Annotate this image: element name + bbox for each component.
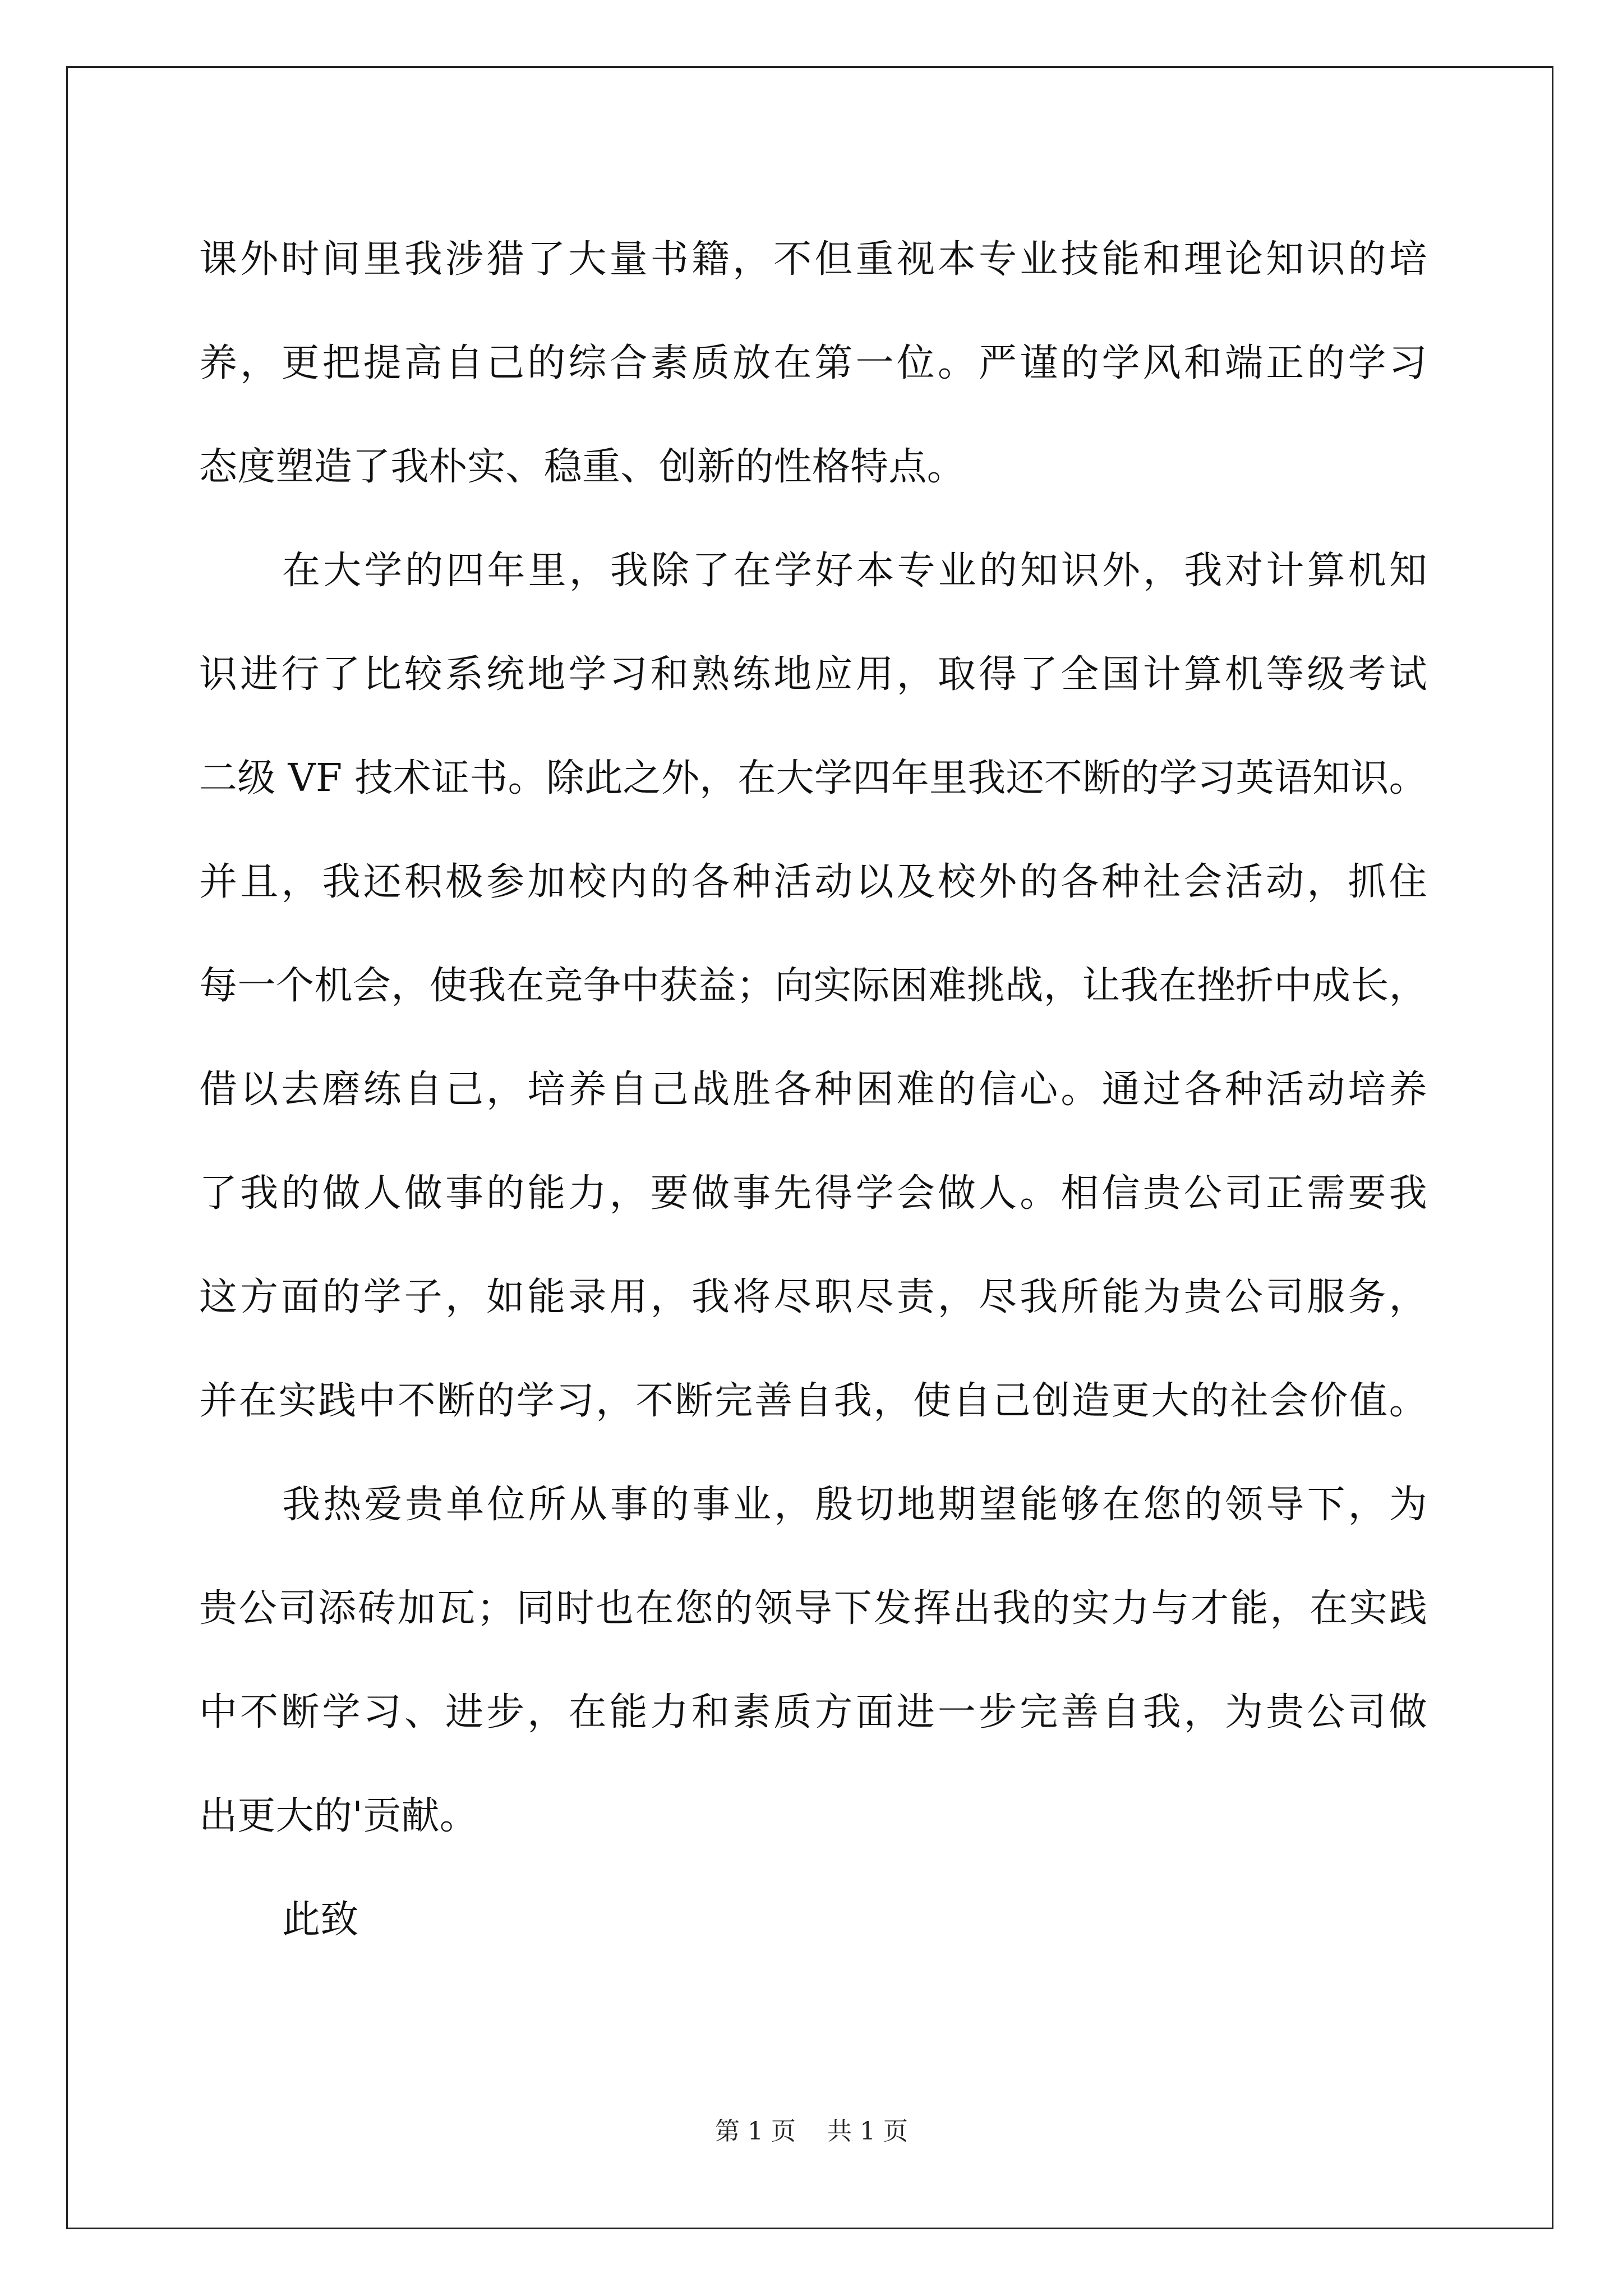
text-line: 这方面的学子，如能录用，我将尽职尽责，尽我所能为贵公司服务， <box>199 1275 1427 1319</box>
text-line: 我热爱贵单位所从事的事业，殷切地期望能够在您的领导下，为 <box>282 1483 1427 1527</box>
text-line: 中不断学习、进步，在能力和素质方面进一步完善自我，为贵公司做 <box>199 1690 1427 1734</box>
text-line: 并且，我还积极参加校内的各种活动以及校外的各种社会活动，抓住 <box>199 860 1427 904</box>
text-line: 课外时间里我涉猎了大量书籍，不但重视本专业技能和理论知识的培 <box>199 237 1427 282</box>
text-line: 了我的做人做事的能力，要做事先得学会做人。相信贵公司正需要我 <box>199 1171 1427 1216</box>
text-line: 养，更把提高自己的综合素质放在第一位。严谨的学风和端正的学习 <box>199 341 1427 385</box>
letter-body <box>199 208 1427 1972</box>
text-line: 此致 <box>282 1898 359 1942</box>
text-line: 识进行了比较系统地学习和熟练地应用，取得了全国计算机等级考试 <box>199 652 1427 697</box>
page-number: 第 1 页 <box>715 2117 796 2146</box>
text-line: 并在实践中不断的学习，不断完善自我，使自己创造更大的社会价值。 <box>199 1379 1427 1423</box>
text-line: 贵公司添砖加瓦；同时也在您的领导下发挥出我的实力与才能，在实践 <box>199 1586 1427 1631</box>
text-line: 出更大的'贡献。 <box>199 1794 478 1838</box>
text-line: 二级 VF 技术证书。除此之外，在大学四年里我还不断的学习英语知识。 <box>199 756 1427 800</box>
page-footer <box>0 2115 1623 2148</box>
page-total: 共 1 页 <box>827 2117 908 2146</box>
text-line: 借以去磨练自己，培养自己战胜各种困难的信心。通过各种活动培养 <box>199 1068 1427 1112</box>
text-line: 在大学的四年里，我除了在学好本专业的知识外，我对计算机知 <box>282 549 1427 593</box>
text-line: 态度塑造了我朴实、稳重、创新的性格特点。 <box>199 445 966 489</box>
text-line: 每一个机会，使我在竞争中获益；向实际困难挑战，让我在挫折中成长， <box>199 964 1427 1008</box>
